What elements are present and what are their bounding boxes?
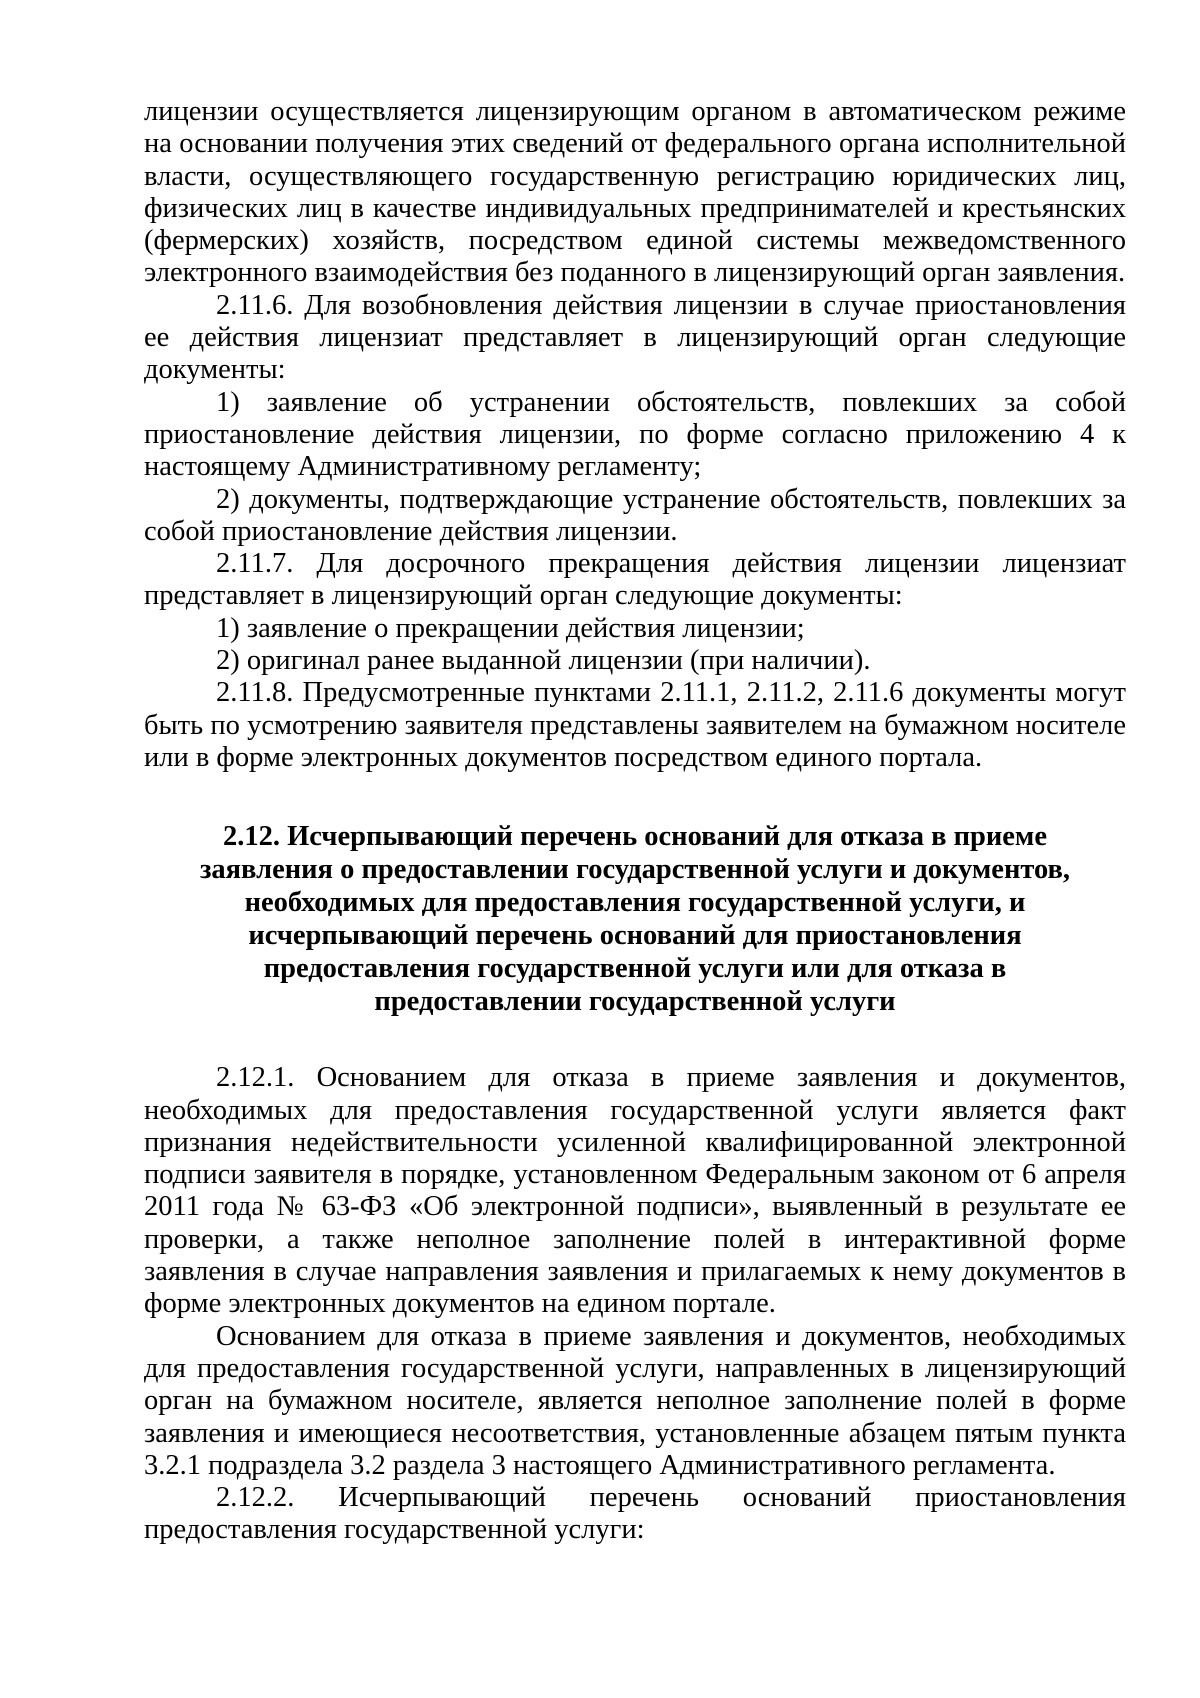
section-heading-2-12: 2.12. Исчерпывающий перечень оснований для отказа в приеме заявления о предоставлении государственной услуги и документов, необходимых для предоставления государственной услуги, и исчерпывающий перечень оснований для приостановления предоставления государственной услуги или для отказа в предоставлении государственной услуги [199, 821, 1071, 1018]
paragraph-2-12-1-second: Основанием для отказа в приеме заявления и документов, необходимых для предоставления государственной услуги, направленных в лицензирующий орган на бумажном носителе, является неполное заполнение полей в форме заявления и имеющиеся несоответствия, установленные абзацем пятым пункта 3.2.1 подраздела 3.2 раздела 3 настоящего Административного регламента. [144, 1320, 1126, 1481]
paragraph-2-12-1: 2.12.1. Основанием для отказа в приеме заявления и документов, необходимых для предоставления государственной услуги является факт признания недействительности усиленной квалифицированной электронной подписи заявителя в порядке, установленном Федеральным законом от 6 апреля 2011 года № 63-ФЗ «Об электронной подписи», выявленный в результате ее проверки, а также неполное заполнение полей в интерактивной форме заявления в случае направления заявления и прилагаемых к нему документов в форме электронных документов на едином портале. [144, 1062, 1126, 1320]
paragraph-2-11-7: 2.11.7. Для досрочного прекращения действия лицензии лицензиат представляет в лицензирующий орган следующие документы: [144, 548, 1126, 612]
list-item-2-11-7-2: 2) оригинал ранее выданной лицензии (при наличии). [216, 645, 871, 677]
list-item-2-11-6-2: 2) документы, подтверждающие устранение обстоятельств, повлекших за собой приостановление действия лицензии. [144, 483, 1126, 547]
paragraph-2-11-6: 2.11.6. Для возобновления действия лицензии в случае приостановления ее действия лицензиат представляет в лицензирующий орган следующие документы: [144, 289, 1126, 386]
list-item-2-11-6-1: 1) заявление об устранении обстоятельств, повлекших за собой приостановление действия лицензии, по форме согласно приложению 4 к настоящему Административному регламенту; [144, 386, 1126, 483]
paragraph-2-12-2: 2.12.2. Исчерпывающий перечень оснований приостановления предоставления государственной услуги: [144, 1482, 1126, 1546]
paragraph-continuation: лицензии осуществляется лицензирующим органом в автоматическом режиме на основании получения этих сведений от федерального органа исполнительной власти, осуществляющего государственную регистрацию юридических лиц, физических лиц в качестве индивидуальных предпринимателей и крестьянских (фермерских) хозяйств, посредством единой системы межведомственного электронного взаимодействия без поданного в лицензирующий орган заявления. [144, 96, 1126, 289]
list-item-2-11-7-1: 1) заявление о прекращении действия лицензии; [216, 612, 805, 644]
paragraph-2-11-8: 2.11.8. Предусмотренные пунктами 2.11.1, 2.11.2, 2.11.6 документы могут быть по усмотрению заявителя представлены заявителем на бумажном носителе или в форме электронных документов посредством единого портала. [144, 677, 1126, 773]
